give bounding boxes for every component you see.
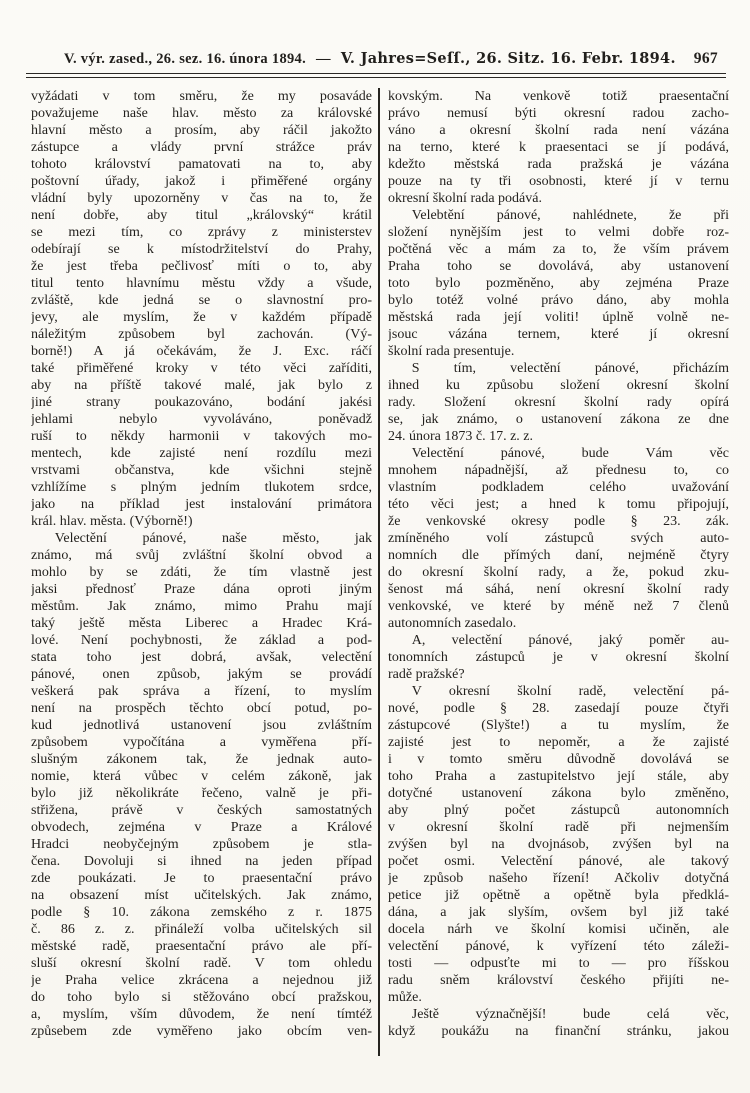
text-line: zvýšen byl na dvojnásob, zvýšen byl na <box>388 837 729 852</box>
text-line: Velectění pánové, naše město, jak <box>54 531 372 546</box>
text-line: vyžádati v tom směru, že my posaváde <box>31 89 372 104</box>
text-line: nomie, která vůbec v celém zákoně, jak <box>31 769 372 784</box>
text-line: borně!) A já očekávám, že J. Exc. ráčí <box>31 344 372 359</box>
text-line: okresní školní rada podává. <box>388 191 542 206</box>
text-line: aby na příště takové malé, jak bylo z <box>31 378 372 393</box>
text-line: že jest třeba pečlivosť míti o to, aby <box>31 259 372 274</box>
text-line: mohlo by se zdáti, že tím vlastně jest <box>31 565 372 580</box>
text-line: zmíněného volí zástupců svých auto- <box>388 531 729 546</box>
text-line: obvodech, zejména v Praze a Králové <box>31 820 372 835</box>
text-line: autonomních zasedalo. <box>388 616 517 631</box>
text-line: považujeme naše hlav. město za královské <box>31 106 372 121</box>
header-separator: — <box>316 51 331 67</box>
text-line: toto bylo pozměněno, aby zejména Praze <box>388 276 729 291</box>
text-line: 24. února 1873 č. 17. z. z. <box>388 429 534 444</box>
text-line: počtěná věc a mám za to, že vším právem <box>388 242 729 257</box>
text-line: poštovní úřady, jakož i přiměřené orgány <box>31 174 372 189</box>
text-line: vládní byly upozorněny v čas na to, že <box>31 191 372 206</box>
text-line: bylo již několikráte řečeno, valně je při- <box>31 786 372 801</box>
text-line: když poukážu na finanční stránku, jakou <box>388 1024 729 1039</box>
header-rule <box>26 73 726 78</box>
header-german-session: V. Jahres=Seſſ., 26. Sitz. 16. Febr. 1894. <box>340 50 676 67</box>
text-line: kovským. Na venkově totiž praesentační <box>388 89 729 104</box>
text-line: zástupce a vlády první strážce práv <box>31 140 372 155</box>
text-line: dotyčné ustanovení zákona bylo změněno, <box>388 786 729 801</box>
text-line: počet osmi. Velectění pánové, ale takový <box>388 854 729 869</box>
text-line: náležitým způsobem byl zachován. (Vý- <box>31 327 372 342</box>
text-line: i v tomto směru důvodně dovolává se <box>388 752 729 767</box>
text-line: do okresní školní rady, a že, pokud zku- <box>388 565 729 580</box>
text-line: že venkovské okresy podle § 23. zák. <box>388 514 729 529</box>
header-page-number: 967 <box>693 50 718 67</box>
text-line: radě pražské? <box>388 667 465 682</box>
text-line: toho Praha a zastupitelstvo její stále, aby <box>388 769 729 784</box>
text-line: jehlami nebylo vyvoláváno, poněvadž <box>31 412 372 427</box>
text-line: velectění pánové, k vyřízení této záleži- <box>388 939 729 954</box>
text-line: nové, podle § 28. zasedají pouze čtyři <box>388 701 729 716</box>
text-line: aby plný počet zástupců autonomních <box>388 803 729 818</box>
header-czech-session: V. výr. zased., 26. sez. 16. února 1894. <box>64 51 307 67</box>
text-line: hlavní město a prosím, aby ráčil jakožto <box>31 123 372 138</box>
text-line: městům. Jak známo, mimo Prahu mají <box>31 599 372 614</box>
text-line: známo, má svůj zvláštní školní obvod a <box>31 548 372 563</box>
text-line: také přiměřené kroky v této věci zaříditi, <box>31 361 372 376</box>
text-line: slušným zákonem tak, že jednak auto- <box>31 752 372 767</box>
text-line: vzhlížíme s plným jedním tlukotem srdce, <box>31 480 372 495</box>
text-line: střižena, právě v českých samostatných <box>31 803 372 818</box>
text-line: sluší okresní školní radě. V tom ohledu <box>31 956 372 971</box>
text-line: kud jednotlivá ustanovení jsou zvláštním <box>31 718 372 733</box>
text-line: této věci jest; a hned k tomu připojují, <box>388 497 729 512</box>
text-line: jako na příklad jest instalování primátora <box>31 497 372 512</box>
text-line: Velebtění pánové, nahlédnete, že při <box>411 208 729 223</box>
text-line: kdežto městská rada pražská je vázána <box>388 157 729 172</box>
text-line: jsouc vázána ternem, které jí okresní <box>388 327 729 342</box>
text-line: taký ještě města Liberec a Hradec Krá- <box>31 616 372 631</box>
text-line: podle § 10. zákona zemského z r. 1875 <box>31 905 372 920</box>
text-line: V okresní školní radě, velectění pá- <box>411 684 729 699</box>
text-line: nomních dle přímých daní, nejméně čtyry <box>388 548 729 563</box>
text-line: způsebem zde vyměřeno jako obcím ven- <box>31 1024 372 1039</box>
text-line: č. 86 z. z. přináleží volba učitelských sil <box>31 922 372 937</box>
text-line: S tím, velectění pánové, přicházím <box>411 361 729 376</box>
text-line: není na prospěch těchto obcí potud, po- <box>31 701 372 716</box>
text-line: do toho bylo si stěžováno obcí pražskou, <box>31 990 372 1005</box>
text-line: jaksi přednosť Praze dána oproti jiným <box>31 582 372 597</box>
text-column-right <box>388 88 729 1040</box>
text-line: rady. Složení okresní školní rady opírá <box>388 395 729 410</box>
column-divider <box>378 88 380 1056</box>
text-line: zajisté jest to nepoměr, a že zajisté <box>388 735 729 750</box>
text-line: radu sněm království českého přijíti ne- <box>388 973 729 988</box>
text-line: šenost má sáhá, není okresní školní rady <box>388 582 729 597</box>
text-line: a, myslím, vším důvodem, že není tímtéž <box>31 1007 372 1022</box>
document-body <box>31 88 729 1056</box>
text-line: čena. Dovoluji si ihned na jeden případ <box>31 854 372 869</box>
text-line: v okresní školní radě při nejmenším <box>388 820 729 835</box>
text-line: váno a okresní školní rada není vázána <box>388 123 729 138</box>
text-line: na obsazení míst učitelských. Jak známo, <box>31 888 372 903</box>
text-line: král. hlav. města. (Výborně!) <box>31 514 193 529</box>
text-line: jevy, ale myslím, že v každém případě <box>31 310 372 325</box>
text-line: pánové, onen způsob, jakým se provádí <box>31 667 372 682</box>
text-line: na terno, které k praesentaci se jí podává, <box>388 140 729 155</box>
text-line: městská rada její voliti! úplně volně ne- <box>388 310 729 325</box>
text-line: docela nárh ve školní komisi učiněn, ale <box>388 922 729 937</box>
text-line: může. <box>388 990 422 1005</box>
text-line: A, velectění pánové, jaký poměr au- <box>411 633 729 648</box>
text-line: vlastním podkladem celého uvažování <box>388 480 729 495</box>
text-line: není dobře, aby titul „královský“ krátil <box>31 208 372 223</box>
text-line: Ještě význačnější! bude celá věc, <box>411 1007 729 1022</box>
text-line: dána, a jak slyším, ovšem byl již také <box>388 905 729 920</box>
text-line: titul tento hlavnímu městu vždy a všude, <box>31 276 372 291</box>
text-line: ruší to někdy harmonii v takových mo- <box>31 429 372 444</box>
text-line: je Praha velice zkrácena a nejednou již <box>31 973 372 988</box>
text-line: tohoto království pamatovati na to, aby <box>31 157 372 172</box>
text-line: pouze na ty tři osobnosti, které jí v ternu <box>388 174 729 189</box>
text-line: jiné strany poukazováno, bodání jakési <box>31 395 372 410</box>
text-line: bylo totéž volné právo dáno, aby mohla <box>388 293 729 308</box>
text-line: zde poukázati. Je to praesentační právo <box>31 871 372 886</box>
text-line: zvláště, kde jedná se o slavnostní pro- <box>31 293 372 308</box>
text-line: mnohem nápadnější, až přednesu to, co <box>388 463 729 478</box>
text-line: Hradci neobyčejným způsobem je stla- <box>31 837 372 852</box>
page-header <box>60 50 722 68</box>
text-line: školní rada presentuje. <box>388 344 515 359</box>
text-line: Praha toho se dovolává, aby ustanovení <box>388 259 729 274</box>
text-line: městské radě, praesentační právo ale pří- <box>31 939 372 954</box>
text-line: veškerá pak správa a řízení, to myslím <box>31 684 372 699</box>
text-line: tonomních zástupců je v okresní školní <box>388 650 729 665</box>
text-line: stata toho jest dobrá, avšak, velectění <box>31 650 372 665</box>
text-line: petice již opětně a opětně byla předklá- <box>388 888 729 903</box>
text-line: vrstvami občanstva, kde všichni stejně <box>31 463 372 478</box>
text-line: Velectění pánové, bude Vám věc <box>411 446 729 461</box>
text-line: ihned ku způsobu složení okresní školní <box>388 378 729 393</box>
text-line: složení nynějším jest to velmi dobře roz- <box>388 225 729 240</box>
text-line: právo nemusí býti okresní radou zacho- <box>388 106 729 121</box>
text-line: lové. Není pochybnosti, že základ a pod- <box>31 633 372 648</box>
text-line: venkovské, ve které by méně než 7 členů <box>388 599 729 614</box>
text-line: se mezi tím, co zprávy z ministerstev <box>31 225 372 240</box>
text-line: způsobem vypočítána a vyměřena pří- <box>31 735 372 750</box>
text-line: se, jak známo, o ustanovení zákona ze dne <box>388 412 729 427</box>
text-line: tosti — odpusťte mi to — pro říšskou <box>388 956 729 971</box>
text-line: zástupcové (Slyšte!) a tu myslím, že <box>388 718 729 733</box>
text-line: mentech, kde zajisté není rozdílu mezi <box>31 446 372 461</box>
text-column-left <box>31 88 372 1040</box>
text-line: odebírají se k místodržitelství do Prahy, <box>31 242 372 257</box>
text-line: je způsob našeho řízení! Ačkoliv dotyčná <box>388 871 729 886</box>
